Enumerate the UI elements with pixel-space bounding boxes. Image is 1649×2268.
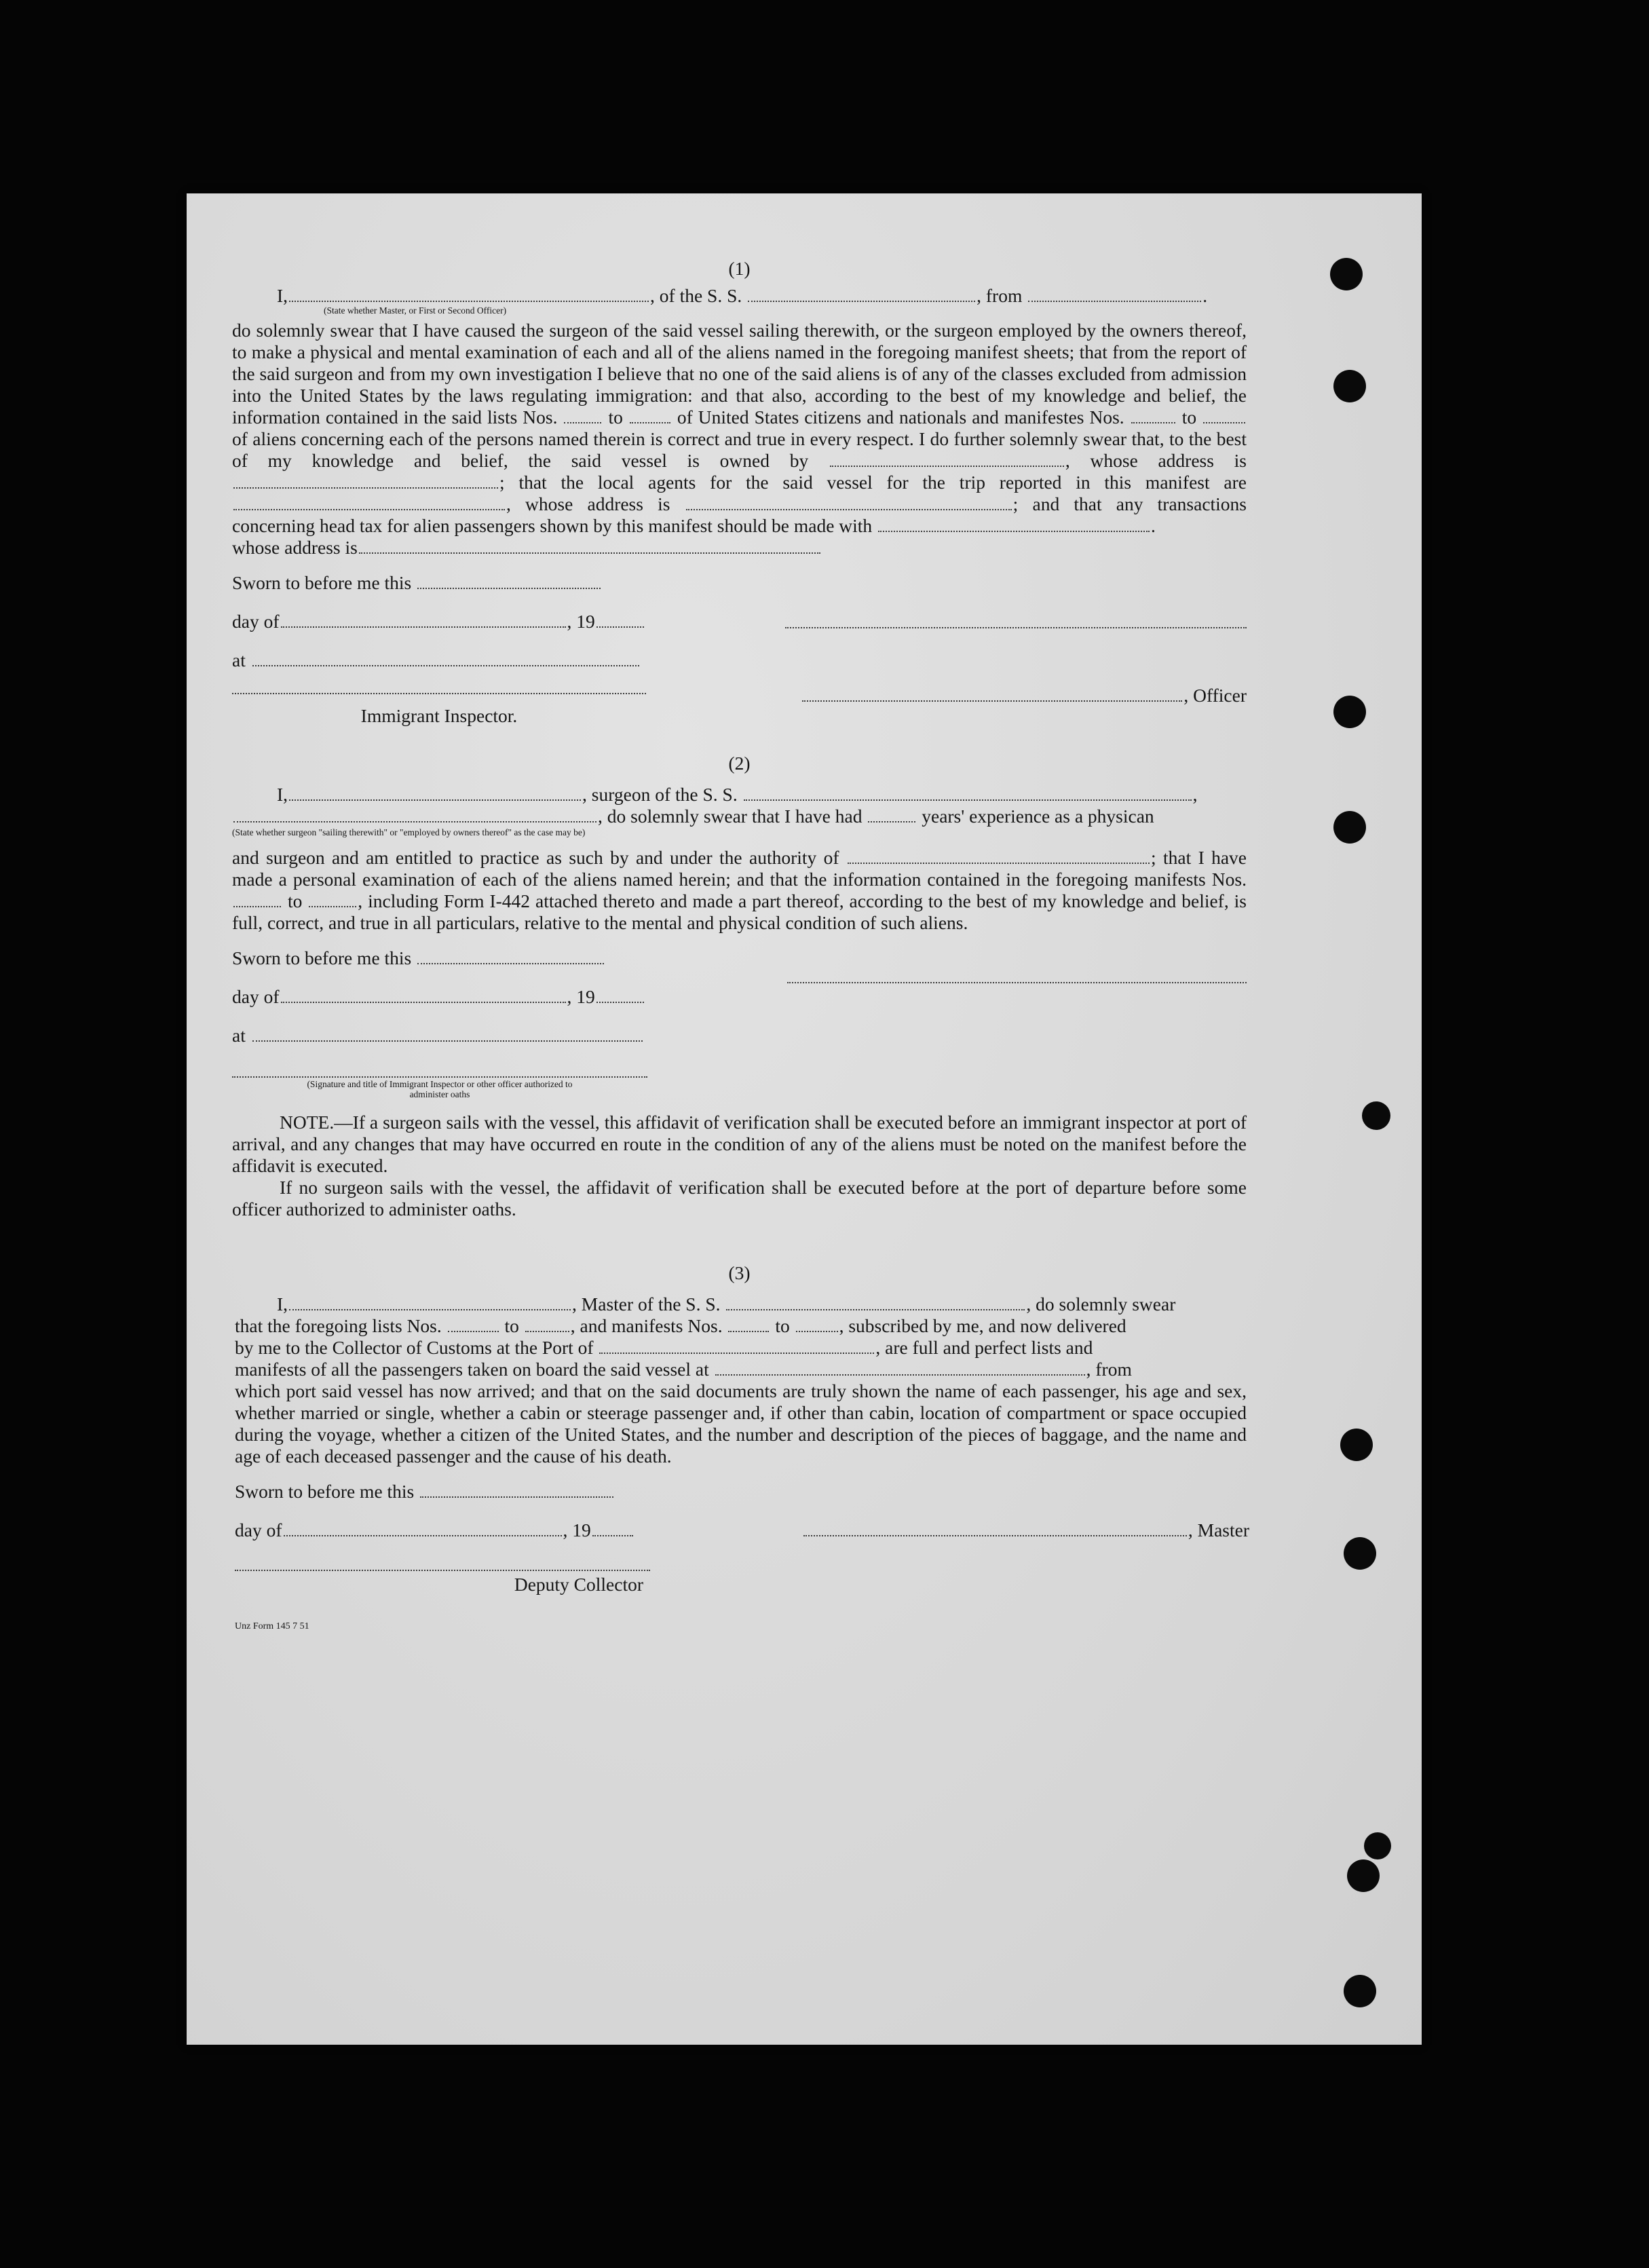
- inspector-signature-line[interactable]: [232, 1074, 647, 1078]
- text: , and manifests Nos.: [570, 1315, 723, 1336]
- section-number: (1): [728, 258, 751, 279]
- text: I,: [277, 784, 288, 805]
- year-field[interactable]: [592, 1520, 633, 1536]
- text: ; and that any transactions concerning head tax for alien passengers shown by this manifest should be made with: [232, 493, 1247, 536]
- text: , Master of the S. S.: [572, 1293, 721, 1315]
- embark-port-field[interactable]: [715, 1359, 1085, 1376]
- lists-line: [235, 1315, 1247, 1337]
- text: to: [1181, 407, 1197, 428]
- text: to: [287, 890, 303, 911]
- text: at: [232, 1025, 246, 1046]
- manifest-from-field[interactable]: [728, 1316, 769, 1332]
- note-paragraph: NOTE.—If a surgeon sails with the vessel, this affidavit of verification shall be executed before an immigrant inspector at port of arrival, and any changes that may have occurred en route in the condition of any of the aliens must be noted on the manifest before the affidavit is executed.: [232, 1112, 1247, 1176]
- day-of-field[interactable]: [284, 1520, 562, 1536]
- address-line: [232, 537, 1247, 559]
- binder-hole: [1364, 1832, 1391, 1859]
- manifest-to-field[interactable]: [796, 1316, 838, 1332]
- text: to: [775, 1315, 790, 1336]
- day-line: [232, 611, 1247, 632]
- text: day of: [232, 611, 280, 632]
- binder-hole: [1333, 370, 1366, 402]
- binder-hole: [1362, 1101, 1390, 1130]
- agents-field[interactable]: [233, 494, 505, 510]
- text: , 19: [567, 986, 595, 1007]
- collector-line: [235, 1337, 1247, 1359]
- head-tax-field[interactable]: [878, 516, 1150, 532]
- list-to-field[interactable]: [630, 407, 670, 423]
- at-field[interactable]: [252, 650, 639, 666]
- list-to-field[interactable]: [525, 1316, 569, 1332]
- text: ; that the local agents for the said vessel for the trip reported in this manifest are: [499, 472, 1247, 493]
- text: Sworn to before me this: [235, 1481, 415, 1502]
- year-field[interactable]: [596, 611, 644, 628]
- binder-hole: [1344, 1975, 1376, 2007]
- text: day of: [235, 1519, 282, 1541]
- text: , are full and perfect lists and: [875, 1337, 1093, 1358]
- text: of United States citizens and nationals and manifestes Nos.: [677, 407, 1124, 428]
- whose-address-field[interactable]: [359, 537, 820, 554]
- port-field[interactable]: [599, 1338, 874, 1354]
- text: , including Form I-442 attached thereto and made a part thereof, according to the best of my knowledge and belief, is full, correct, and true in all particulars, relative to the mental and physical condition of such aliens.: [232, 890, 1247, 933]
- label: .: [1202, 285, 1208, 306]
- officer-signature-field[interactable]: [802, 685, 1182, 702]
- manifest-from-field[interactable]: [1131, 407, 1175, 423]
- text: Sworn to before me this: [232, 947, 412, 968]
- binder-hole: [1344, 1537, 1376, 1570]
- text: of aliens concerning each of the persons named therein is correct and true in every respect. I do further solemnly swear that, to the best of my knowledge and belief, the said vessel is owned by: [232, 428, 1247, 471]
- vessel-name-field[interactable]: [726, 1294, 1025, 1310]
- text: ,: [1192, 784, 1198, 805]
- day-of-field[interactable]: [281, 611, 566, 628]
- surgeon-paragraph: [232, 847, 1247, 934]
- owner-field[interactable]: [830, 451, 1064, 467]
- text: , 19: [563, 1519, 591, 1541]
- text: day of: [232, 986, 280, 1007]
- text: by me to the Collector of Customs at the Port of: [235, 1337, 594, 1358]
- text: Sworn to before me this: [232, 572, 412, 593]
- text: at: [232, 649, 246, 670]
- text: , whose address is: [506, 493, 670, 514]
- text: years' experience as a physican: [922, 806, 1154, 827]
- binder-hole: [1330, 258, 1363, 290]
- label: , from: [977, 285, 1023, 306]
- inspector-signature-line[interactable]: [232, 690, 646, 694]
- at-field[interactable]: [252, 1025, 643, 1042]
- text: .: [1151, 515, 1156, 536]
- at-line: [232, 649, 1247, 671]
- label: I,: [277, 285, 288, 306]
- from-port-field[interactable]: [1028, 286, 1201, 302]
- master-signature: [790, 1519, 1249, 1541]
- authority-field[interactable]: [848, 848, 1150, 864]
- text: manifests of all the passengers taken on board the said vessel at: [235, 1359, 709, 1380]
- experience-line: [232, 806, 1247, 827]
- at-line: [232, 1025, 1247, 1046]
- text: , do solemnly swear that I have had: [598, 806, 863, 827]
- binder-hole: [1347, 1859, 1380, 1892]
- signature-note: (Signature and title of Immigrant Inspector or other officer authorized to administer oaths: [307, 1079, 573, 1099]
- officer-line: [232, 685, 1247, 712]
- master-body: which port said vessel has now arrived; and that on the said documents are truly shown the name of each passenger, his age and sex, whether married or single, whether a cabin or steerage passenger and, if other than cabin, location of compartment or space occupied during the voyage, whether a citizen of the United States, and the number and description of the pieces of baggage, and the name and age of each deceased passenger and the cause of his death.: [235, 1380, 1247, 1467]
- agents-address-field[interactable]: [686, 494, 1012, 510]
- master-paragraph: [232, 1293, 1247, 1467]
- day-line: [232, 1519, 1247, 1541]
- oath-line: [232, 285, 1247, 307]
- master-name-field[interactable]: [289, 286, 649, 302]
- sworn-date-field[interactable]: [420, 1481, 613, 1498]
- text: I,: [277, 1293, 288, 1315]
- sworn-line: [232, 1481, 1247, 1502]
- affidavit-text: [232, 258, 1247, 1638]
- oath-paragraph: [232, 320, 1247, 537]
- text: , Master: [1188, 1519, 1249, 1541]
- sworn-line: [232, 947, 1247, 969]
- years-field[interactable]: [868, 806, 915, 823]
- master-signature-field[interactable]: [803, 1520, 1187, 1536]
- text: to: [608, 407, 623, 428]
- sworn-date-field[interactable]: [417, 948, 604, 964]
- surgeon-line: [232, 784, 1247, 806]
- text: , whose address is: [1065, 450, 1247, 471]
- binder-hole: [1333, 696, 1366, 728]
- text: whose address is: [232, 537, 358, 558]
- inspector-label: Immigrant Inspector.: [360, 705, 518, 726]
- vessel-name-field[interactable]: [748, 286, 975, 302]
- day-line: [232, 986, 1247, 1008]
- form-code: Unz Form 145 7 51: [235, 1621, 309, 1631]
- signature-line[interactable]: [785, 624, 1247, 628]
- text: , do solemnly swear: [1026, 1293, 1176, 1315]
- text: , subscribed by me, and now delivered: [839, 1315, 1126, 1336]
- text: , from: [1086, 1359, 1132, 1380]
- officer-note: (State whether Master, or First or Second Officer): [324, 305, 507, 316]
- list-from-field[interactable]: [564, 407, 601, 423]
- vessel-name-field[interactable]: [744, 785, 1192, 801]
- list-from-field[interactable]: [448, 1316, 499, 1332]
- deputy-label: Deputy Collector: [514, 1574, 643, 1595]
- text: , surgeon of the S. S.: [582, 784, 738, 805]
- label: , of the S. S.: [650, 285, 742, 306]
- text: do solemnly swear that I have caused the surgeon of the said vessel sailing therewith, or the surgeon employed by the owners thereof, to make a physical and mental examination of each and all of the aliens named in the foregoing manifest sheets; that from the report of the said surgeon and from my own investigation I believe that no one of the said aliens is of any of the classes excluded from admission into the United States by the laws regulating immigration: and that also, according to the best of my knowledge and belief, the information contained in the said lists Nos.: [232, 320, 1247, 428]
- note-paragraph: If no surgeon sails with the vessel, the affidavit of verification shall be executed before at the port of departure before some officer authorized to administer oaths.: [232, 1177, 1247, 1220]
- officer-signature: [787, 685, 1247, 706]
- binder-hole: [1333, 811, 1366, 844]
- signature-line[interactable]: [787, 979, 1247, 983]
- surgeon-type-field[interactable]: [233, 806, 596, 823]
- text: ;: [1150, 847, 1156, 868]
- sworn-date-field[interactable]: [417, 573, 601, 589]
- section-number: (2): [728, 753, 751, 774]
- collector-signature-line[interactable]: [235, 1567, 650, 1571]
- manifest-from-field[interactable]: [233, 891, 281, 907]
- year-field[interactable]: [596, 987, 644, 1003]
- sworn-line: [232, 572, 1247, 594]
- surgeon-name-field[interactable]: [289, 785, 581, 801]
- text: and surgeon and am entitled to practice as such by and under the authority of: [232, 847, 839, 868]
- text: that I have made a personal examination of each of the aliens named herein; and that the information contained in the foregoing manifests Nos.: [232, 847, 1247, 890]
- text: to: [504, 1315, 519, 1336]
- binder-hole: [1340, 1429, 1373, 1461]
- text: that the foregoing lists Nos.: [235, 1315, 442, 1336]
- text: , Officer: [1183, 685, 1247, 706]
- day-of-field[interactable]: [281, 987, 566, 1003]
- manifest-to-field[interactable]: [309, 891, 356, 907]
- vessel-line: [235, 1359, 1247, 1380]
- text: , 19: [567, 611, 595, 632]
- owner-address-field[interactable]: [233, 472, 498, 489]
- master-name-field[interactable]: [289, 1294, 571, 1310]
- master-line: [235, 1293, 1247, 1315]
- manifest-to-field[interactable]: [1203, 407, 1245, 423]
- section-number: (3): [728, 1262, 751, 1283]
- surgeon-note: (State whether surgeon "sailing therewith" or "employed by owners thereof" as the case may be): [232, 827, 586, 837]
